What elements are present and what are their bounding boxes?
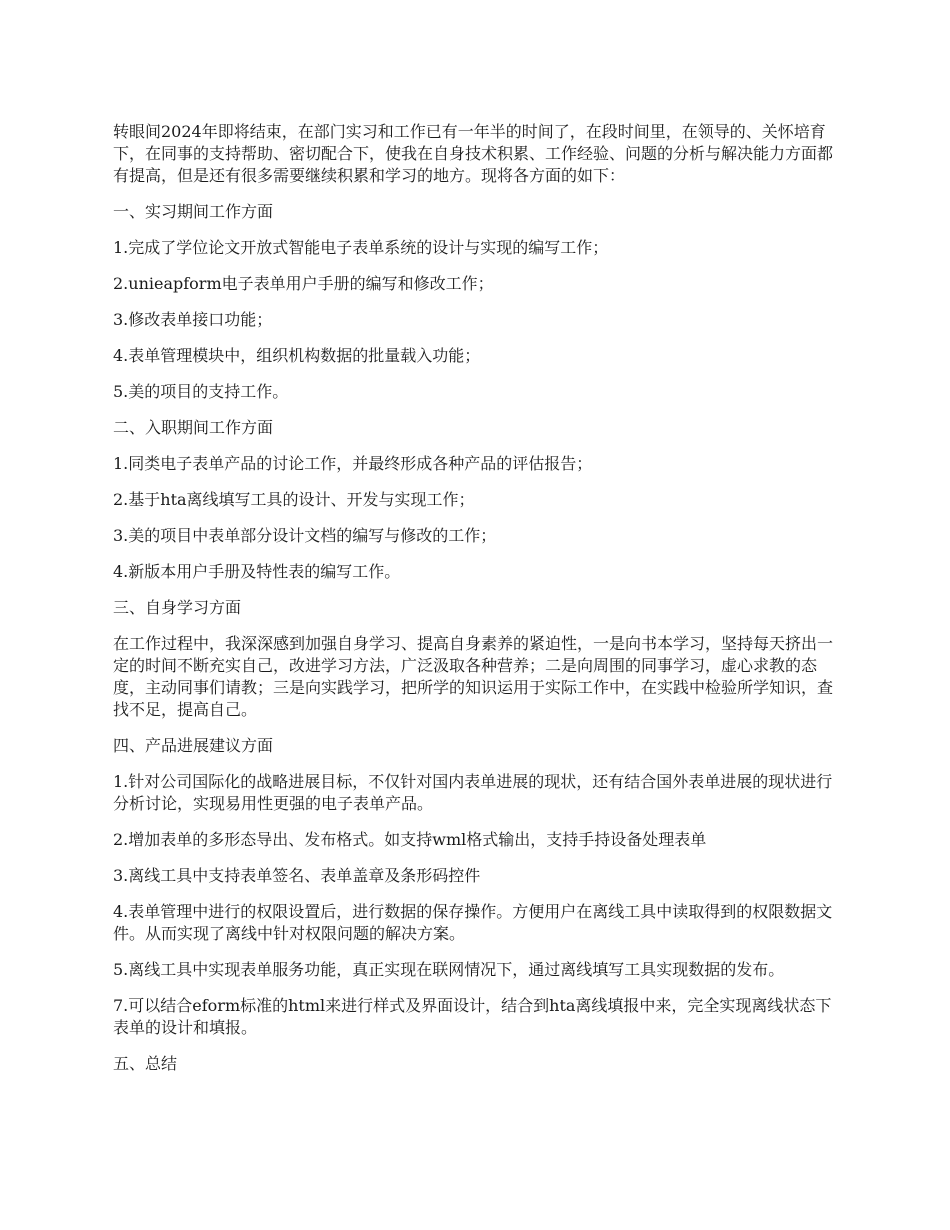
self-study-paragraph: 在工作过程中，我深深感到加强自身学习、提高自身素养的紧迫性，一是向书本学习，坚持每天挤出一定的时间不断充实自己，改进学习方法，广泛汲取各种营养；二是向周围的同事学习，虚心求教的态度，主动同事们请教；三是向实践学习，把所学的知识运用于实际工作中，在实践中检验所学知识，查找不足，提高自己。: [113, 634, 834, 719]
section-heading-product-suggestions: 四、产品进展建议方面: [113, 736, 274, 755]
intro-paragraph: 转眼间2024年即将结束，在部门实习和工作已有一年半的时间了，在段时间里，在领导的、关怀培育下，在同事的支持帮助、密切配合下，使我在自身技术积累、工作经验、问题的分析与解决能力方面都有提高，但是还有很多需要继续积累和学习的地方。现将各方面的如下：: [113, 122, 834, 185]
list-item: 1.针对公司国际化的战略进展目标，不仅针对国内表单进展的现状，还有结合国外表单进展的现状进行分析讨论，实现易用性更强的电子表单产品。: [113, 772, 833, 813]
section-heading-internship: 一、实习期间工作方面: [113, 202, 274, 221]
list-item: 1.完成了学位论文开放式智能电子表单系统的设计与实现的编写工作；: [113, 238, 609, 257]
list-item: 4.新版本用户手册及特性表的编写工作。: [113, 562, 401, 581]
list-item: 3.修改表单接口功能；: [113, 310, 273, 329]
list-item: 3.离线工具中支持表单签名、表单盖章及条形码控件: [113, 866, 481, 885]
list-item: 5.离线工具中实现表单服务功能，真正实现在联网情况下，通过离线填写工具实现数据的发布。: [113, 960, 785, 979]
section-heading-self-study: 三、自身学习方面: [113, 598, 242, 617]
section-heading-employment: 二、入职期间工作方面: [113, 418, 274, 437]
list-item: 4.表单管理模块中，组织机构数据的批量载入功能；: [113, 346, 481, 365]
list-item: 2.增加表单的多形态导出、发布格式。如支持wml格式输出，支持手持设备处理表单: [113, 830, 707, 849]
list-item: 2.基于hta离线填写工具的设计、开发与实现工作；: [113, 490, 475, 509]
section-heading-summary: 五、总结: [113, 1054, 178, 1073]
list-item: 2.unieapform电子表单用户手册的编写和修改工作；: [113, 274, 494, 293]
list-item: 1.同类电子表单产品的讨论工作，并最终形成各种产品的评估报告；: [113, 454, 593, 473]
list-item: 4.表单管理中进行的权限设置后，进行数据的保存操作。方便用户在离线工具中读取得到的权限数据文件。从而实现了离线中针对权限问题的解决方案。: [113, 902, 833, 943]
list-item: 7.可以结合eform标准的html来进行样式及界面设计，结合到hta离线填报中来，完全实现离线状态下表单的设计和填报。: [113, 996, 832, 1037]
list-item: 5.美的项目的支持工作。: [113, 382, 289, 401]
list-item: 3.美的项目中表单部分设计文档的编写与修改的工作；: [113, 526, 497, 545]
